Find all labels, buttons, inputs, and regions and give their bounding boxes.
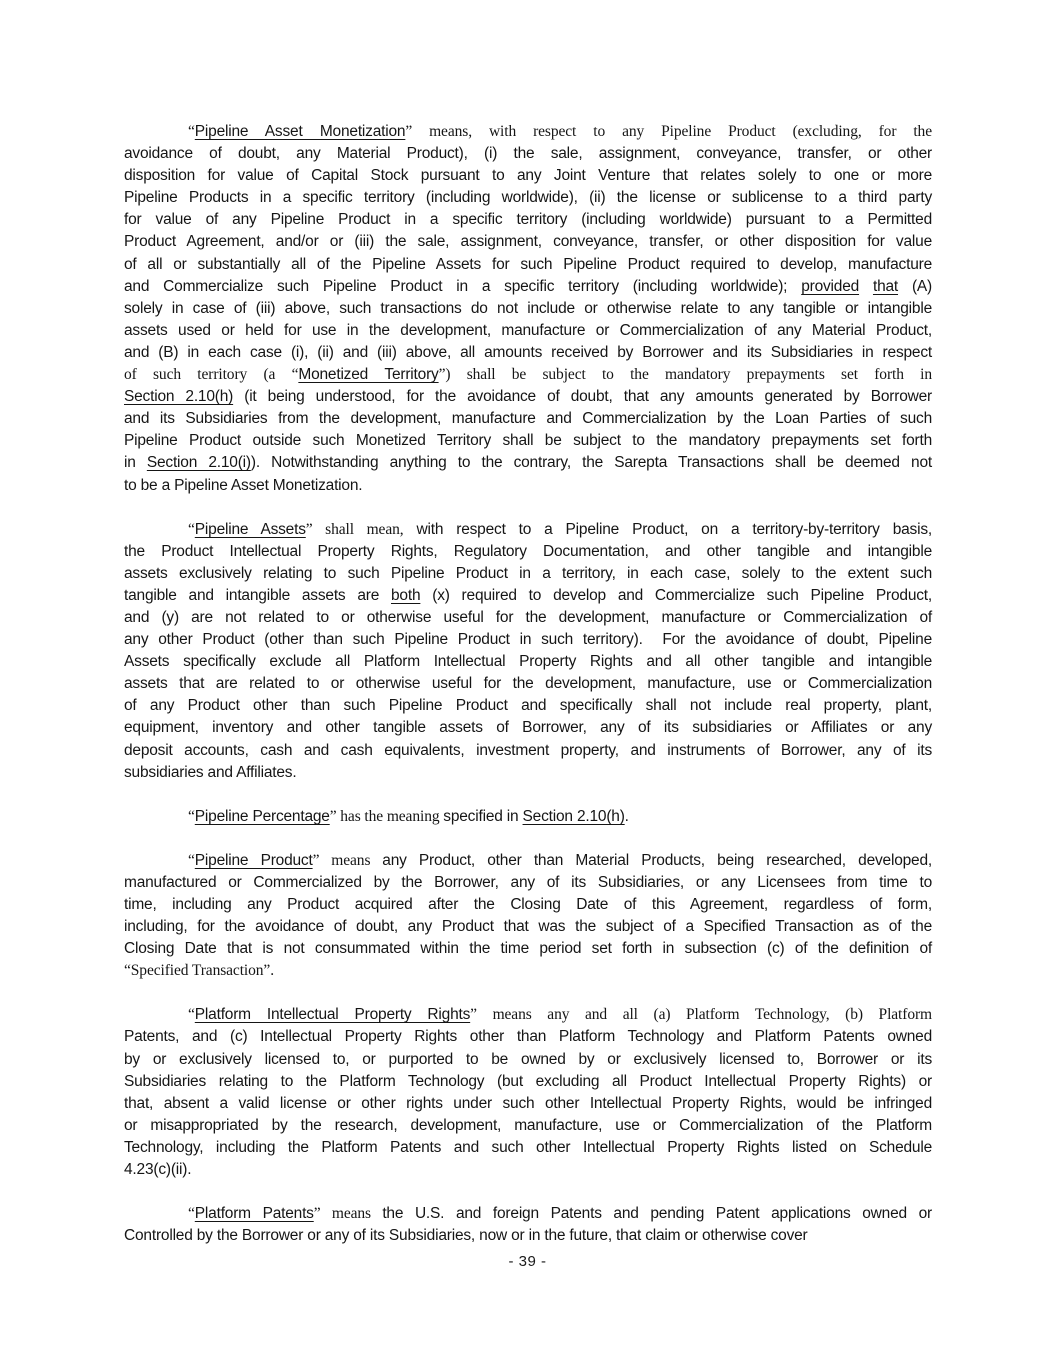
text-segment: “ — [188, 1205, 195, 1223]
text-segment: Subsidiaries relating to the Platform Technology (but excluding all Product Intellectual Property Rights) or — [124, 1072, 932, 1090]
text-line — [124, 1004, 932, 1026]
text-line — [124, 298, 932, 320]
text-segment: (A) — [898, 277, 933, 295]
paragraph — [124, 519, 932, 784]
defined-term: Monetized Territory — [298, 366, 439, 384]
defined-term: both — [391, 586, 421, 604]
text-line — [124, 475, 932, 497]
text-line — [124, 320, 932, 342]
text-segment: of such territory (a “ — [124, 366, 299, 384]
text-segment: Technology, including the Platform Patents and such other Intellectual Property Rights listed on Schedule — [124, 1138, 932, 1156]
text-segment: manufactured or Commercialized by the Borrower, any of its Subsidiaries, or any Licensees from time to — [124, 873, 932, 891]
text-line — [124, 762, 932, 784]
text-line — [124, 938, 932, 960]
text-line — [124, 740, 932, 762]
text-line — [124, 629, 932, 651]
text-segment: to be a Pipeline Asset Monetization. — [124, 476, 363, 494]
text-line — [124, 717, 932, 739]
text-segment: that, absent a valid license or other rights under such other Intellectual Property Rights, would be infringed — [124, 1094, 932, 1112]
text-segment: assets that are related to or otherwise useful for the development, manufacture, use or Commercialization — [124, 675, 932, 693]
text-segment: in — [124, 454, 147, 472]
text-segment: equipment, inventory and other tangible assets of Borrower, any of its subsidiaries or Affiliates or any — [124, 719, 932, 737]
text-segment: ” means — [312, 851, 383, 869]
text-line — [124, 1137, 932, 1159]
text-line — [124, 894, 932, 916]
text-line — [124, 408, 932, 430]
text-line — [124, 651, 932, 673]
text-line — [124, 1203, 932, 1225]
text-line — [124, 342, 932, 364]
document-body — [124, 121, 932, 1247]
text-segment: “ — [188, 851, 195, 869]
text-segment: Assets specifically exclude all Platform Intellectual Property Rights and all other tangible and intangible — [124, 653, 932, 671]
paragraph — [124, 1203, 932, 1247]
paragraph — [124, 1004, 932, 1181]
text-line — [124, 430, 932, 452]
text-line — [124, 872, 932, 894]
text-line — [124, 386, 932, 408]
paragraph — [124, 806, 932, 828]
text-segment: and Commercialize such Pipeline Product in a specific territory (including worldwide); — [124, 277, 802, 295]
text-segment: specified in — [443, 807, 523, 825]
text-segment: “ — [188, 1006, 195, 1024]
text-segment: 4.23(c)(ii). — [124, 1161, 192, 1179]
text-segment: any other Product (other than such Pipeline Product in such territory). For the avoidance of doubt, Pipeline — [124, 631, 932, 649]
text-line — [124, 1225, 932, 1247]
text-segment: ”) shall be subject to the mandatory prepayments set forth in — [438, 366, 933, 384]
defined-term: Section 2.10(i) — [146, 454, 251, 472]
text-segment: ” means any and all (a) Platform Technology, (b) Platform — [470, 1006, 932, 1024]
text-line — [124, 254, 932, 276]
text-line — [124, 276, 932, 298]
text-segment: deposit accounts, cash and cash equivalents, investment property, and instruments of Borrower, any of its — [124, 741, 932, 759]
text-segment: . — [624, 807, 629, 825]
text-line — [124, 695, 932, 717]
text-line — [124, 187, 932, 209]
defined-term: Pipeline Assets — [194, 520, 306, 538]
text-line — [124, 563, 932, 585]
text-segment: (x) required to develop and Commercialize such Pipeline Product, — [420, 586, 933, 604]
text-segment: “ — [188, 520, 195, 538]
text-line — [124, 806, 932, 828]
text-line — [124, 673, 932, 695]
text-segment: time, including any Product acquired after the Closing Date of this Agreement, regardless of form, — [124, 896, 932, 913]
text-segment: solely in case of (iii) above, such transactions do not include or otherwise relate to any tangible or intangible — [124, 299, 932, 317]
text-segment: and (B) in each case (i), (ii) and (iii) above, all amounts received by Borrower and its Subsidiaries in respect — [124, 343, 932, 361]
text-line — [124, 1071, 932, 1093]
defined-term: that — [872, 277, 899, 295]
text-segment: ). Notwithstanding anything to the contrary, the Sarepta Transactions shall be deemed not — [250, 454, 932, 472]
defined-term: Section 2.10(h) — [124, 388, 234, 406]
text-segment: the U.S. and foreign Patents and pending Patent applications owned or — [382, 1205, 932, 1223]
text-segment: Pipeline Product outside such Monetized Territory shall be subject to the mandatory prepayments set forth — [124, 432, 932, 450]
text-segment: ” shall mean, — [305, 520, 404, 538]
text-line — [124, 960, 932, 982]
text-line — [124, 209, 932, 231]
defined-term: Platform Patents — [194, 1205, 314, 1223]
text-line — [124, 519, 932, 541]
defined-term: Pipeline Asset Monetization — [194, 123, 406, 140]
text-segment: and its Subsidiaries from the development, manufacture and Commercialization by the Loan Parties of such — [124, 410, 932, 428]
text-line — [124, 1093, 932, 1115]
text-line — [124, 1115, 932, 1137]
text-segment: Patents, and (c) Intellectual Property Rights other than Platform Technology and Platform Patents owned — [124, 1028, 932, 1046]
text-segment: “ — [188, 123, 195, 140]
text-segment: of all or substantially all of the Pipeline Assets for such Pipeline Product required to develop, manufacture — [124, 255, 932, 273]
text-line — [124, 231, 932, 253]
text-segment: (it being understood, for the avoidance of doubt, that any amounts generated by Borrower — [233, 388, 932, 406]
text-line — [124, 165, 932, 187]
text-line — [124, 916, 932, 938]
text-segment: Closing Date that is not consummated within the time period set forth in subsection (c) of the definition of — [124, 940, 932, 958]
text-line — [124, 1026, 932, 1048]
text-line — [124, 143, 932, 165]
text-segment: or misappropriated by the research, development, manufacture, use or Commercialization of the Platform — [124, 1116, 932, 1134]
text-segment: ” means — [313, 1205, 383, 1223]
text-line — [124, 364, 932, 386]
text-segment: any Product, other than Material Products, being researched, developed, — [382, 851, 932, 869]
text-segment: tangible and intangible assets are — [124, 586, 391, 604]
page-number: - 39 - — [508, 1253, 547, 1270]
text-segment: “Specified Transaction”. — [124, 962, 274, 980]
text-segment — [859, 278, 873, 295]
text-segment: including, for the avoidance of doubt, any Product that was the subject of a Specified Transaction as of the — [124, 918, 932, 936]
text-segment: ” means, with respect to any Pipeline Product (excluding, for the — [405, 123, 932, 140]
text-segment: subsidiaries and Affiliates. — [124, 763, 297, 781]
text-segment: avoidance of doubt, any Material Product), (i) the sale, assignment, conveyance, transfer, or other — [124, 145, 932, 163]
text-line — [124, 541, 932, 563]
text-line — [124, 585, 932, 607]
text-segment: for value of any Pipeline Product in a specific territory (including worldwide) pursuant to a Permitted — [124, 211, 932, 229]
text-segment: ” has the meaning — [329, 807, 444, 825]
text-segment: assets used or held for use in the development, manufacture or Commercialization of any Material Product, — [124, 321, 932, 339]
text-segment: “ — [188, 807, 195, 825]
defined-term: provided — [801, 277, 860, 295]
text-segment: the Product Intellectual Property Rights, Regulatory Documentation, and other tangible and intangible — [124, 542, 932, 560]
text-segment: Controlled by the Borrower or any of its Subsidiaries, now or in the future, that claim or otherwise cover — [124, 1227, 808, 1245]
defined-term: Pipeline Product — [194, 851, 313, 869]
text-segment: and (y) are not related to or otherwise useful for the development, manufacture or Commercialization of — [124, 608, 932, 626]
paragraph — [124, 850, 932, 983]
text-line — [124, 1159, 932, 1181]
text-segment: assets exclusively relating to such Pipeline Product in a territory, in each case, solely to the extent such — [124, 564, 932, 582]
defined-term: Pipeline Percentage — [194, 807, 330, 825]
text-segment: Pipeline Products in a specific territory (including worldwide), (ii) the license or sublicense to a third party — [124, 189, 932, 207]
text-line — [124, 1049, 932, 1071]
defined-term: Platform Intellectual Property Rights — [194, 1006, 471, 1024]
text-segment: with respect to a Pipeline Product, on a territory-by-territory basis, — [403, 520, 932, 538]
text-segment: Product Agreement, and/or or (iii) the sale, assignment, conveyance, transfer, or other disposition for value — [124, 233, 932, 251]
text-line — [124, 850, 932, 872]
text-line — [124, 121, 932, 143]
paragraph — [124, 121, 932, 497]
defined-term: Section 2.10(h) — [522, 807, 625, 825]
text-line — [124, 452, 932, 474]
text-segment: of any Product other than such Pipeline Product and specifically shall not include real property, plant, — [124, 697, 932, 715]
text-line — [124, 607, 932, 629]
text-segment: by or exclusively licensed to, or purported to be owned by or exclusively licensed to, Borrower or its — [124, 1050, 932, 1068]
text-segment: disposition for value of Capital Stock pursuant to any Joint Venture that relates solely to one or more — [124, 167, 932, 185]
